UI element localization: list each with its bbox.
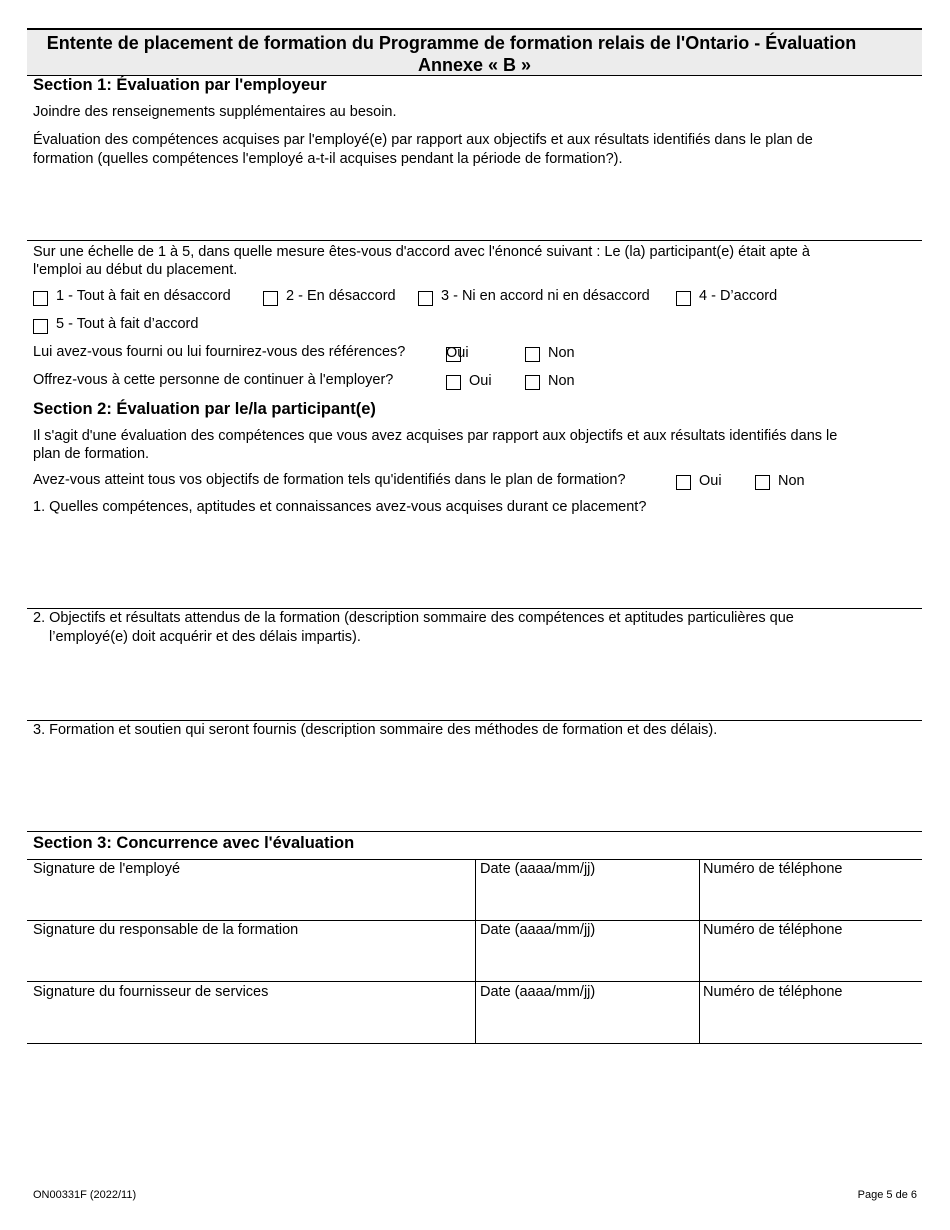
- scale-3-checkbox[interactable]: [418, 291, 433, 306]
- divider: [27, 240, 922, 241]
- provider-phone-label: Numéro de téléphone: [703, 984, 843, 1000]
- form-title-line2: Annexe « B »: [417, 55, 532, 75]
- divider: [27, 831, 922, 832]
- question-3: 3. Formation et soutien qui seront fournis (description sommaire des méthodes de formation et des délais).: [33, 722, 718, 738]
- scale-3-label: 3 - Ni en accord ni en désaccord: [441, 288, 650, 304]
- employer-evaluation-field[interactable]: [27, 170, 922, 240]
- page-number: Page 5 de 6: [857, 1189, 917, 1201]
- provider-phone-field[interactable]: [699, 981, 922, 1043]
- provider-date-field[interactable]: [475, 981, 699, 1043]
- question-2-answer-field[interactable]: [27, 648, 922, 720]
- goals-yes-checkbox[interactable]: [676, 475, 691, 490]
- question-1-answer-field[interactable]: [27, 518, 922, 608]
- question-2-line1: 2. Objectifs et résultats attendus de la formation (description sommaire des compétences et aptitudes particulières que: [33, 610, 794, 626]
- continue-employ-yes-label: Oui: [469, 373, 492, 389]
- employee-phone-field[interactable]: [699, 859, 922, 920]
- divider: [27, 1043, 922, 1044]
- references-yes-label: Oui: [446, 345, 469, 361]
- provider-signature-label: Signature du fournisseur de services: [33, 984, 269, 1000]
- scale-question-line2: l'emploi au début du placement.: [33, 262, 238, 278]
- trainer-date-field[interactable]: [475, 920, 699, 981]
- continue-employ-question: Offrez-vous à cette personne de continuer à l'employer?: [33, 372, 394, 388]
- provider-date-label: Date (aaaa/mm/jj): [480, 984, 596, 1000]
- section3-heading: Section 3: Concurrence avec l'évaluation: [33, 834, 355, 852]
- form-code: ON00331F (2022/11): [33, 1189, 137, 1201]
- employee-signature-field[interactable]: [27, 859, 475, 920]
- employee-date-label: Date (aaaa/mm/jj): [480, 861, 596, 877]
- scale-5-label: 5 - Tout à fait d’accord: [56, 316, 199, 332]
- form-title: [27, 28, 922, 76]
- trainer-phone-field[interactable]: [699, 920, 922, 981]
- goals-question: Avez-vous atteint tous vos objectifs de formation tels qu'identifiés dans le plan de formation?: [33, 472, 626, 488]
- trainer-date-label: Date (aaaa/mm/jj): [480, 922, 596, 938]
- scale-4-checkbox[interactable]: [676, 291, 691, 306]
- section2-intro-line2: plan de formation.: [33, 446, 150, 462]
- references-no-checkbox[interactable]: [525, 347, 540, 362]
- goals-yes-label: Oui: [699, 473, 722, 489]
- form-title-line1: Entente de placement de formation du Programme de formation relais de l'Ontario - Évaluation: [46, 33, 857, 53]
- question-1: 1. Quelles compétences, aptitudes et connaissances avez-vous acquises durant ce placement?: [33, 499, 647, 515]
- goals-no-label: Non: [778, 473, 805, 489]
- scale-1-checkbox[interactable]: [33, 291, 48, 306]
- scale-1-label: 1 - Tout à fait en désaccord: [56, 288, 231, 304]
- employee-signature-label: Signature de l'employé: [33, 861, 181, 877]
- references-question: Lui avez-vous fourni ou lui fournirez-vous des références?: [33, 344, 406, 360]
- references-no-label: Non: [548, 345, 575, 361]
- continue-employ-no-checkbox[interactable]: [525, 375, 540, 390]
- employee-phone-label: Numéro de téléphone: [703, 861, 843, 877]
- scale-question-line1: Sur une échelle de 1 à 5, dans quelle mesure êtes-vous d'accord avec l'énoncé suivant : Le (la) participant(e) était apte à: [33, 244, 810, 260]
- scale-4-label: 4 - D’accord: [699, 288, 778, 304]
- table-column-divider: [475, 859, 476, 1043]
- section1-eval-line2: formation (quelles compétences l'employé a-t-il acquises pendant la période de formation?).: [33, 151, 623, 167]
- question-2-line2: l’employé(e) doit acquérir et des délais impartis).: [49, 629, 361, 645]
- section1-note: Joindre des renseignements supplémentaires au besoin.: [33, 104, 397, 120]
- continue-employ-yes-checkbox[interactable]: [446, 375, 461, 390]
- scale-5-checkbox[interactable]: [33, 319, 48, 334]
- employee-date-field[interactable]: [475, 859, 699, 920]
- trainer-signature-field[interactable]: [27, 920, 475, 981]
- trainer-phone-label: Numéro de téléphone: [703, 922, 843, 938]
- scale-2-label: 2 - En désaccord: [286, 288, 396, 304]
- goals-no-checkbox[interactable]: [755, 475, 770, 490]
- trainer-signature-label: Signature du responsable de la formation: [33, 922, 299, 938]
- section1-heading: Section 1: Évaluation par l'employeur: [33, 76, 327, 94]
- section2-heading: Section 2: Évaluation par le/la participant(e): [33, 400, 376, 418]
- question-3-answer-field[interactable]: [27, 741, 922, 831]
- section1-eval-line1: Évaluation des compétences acquises par l'employé(e) par rapport aux objectifs et aux résultats identifiés dans le plan de: [33, 132, 813, 148]
- table-column-divider: [699, 859, 700, 1043]
- continue-employ-no-label: Non: [548, 373, 575, 389]
- provider-signature-field[interactable]: [27, 981, 475, 1043]
- scale-2-checkbox[interactable]: [263, 291, 278, 306]
- section2-intro-line1: Il s'agit d'une évaluation des compétences que vous avez acquises par rapport aux objectifs et aux résultats identifiés dans le: [33, 428, 838, 444]
